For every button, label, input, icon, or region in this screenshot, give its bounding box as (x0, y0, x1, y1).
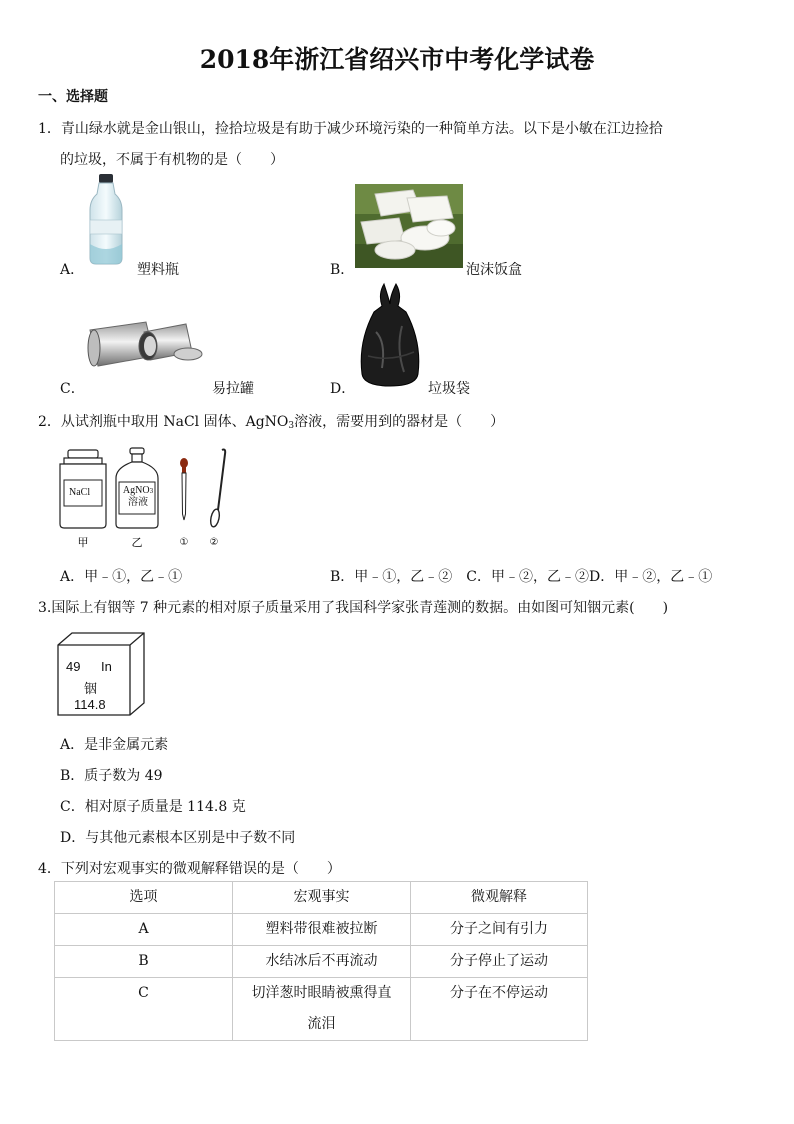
caption-yi: 乙 (131, 536, 143, 549)
element-mass: 114.8 (74, 697, 106, 712)
q2-option-a: A．甲﹣①，乙﹣① (60, 569, 183, 585)
q1-option-c-letter: C． (60, 381, 85, 397)
table-cell: 塑料带很难被拉断 (233, 914, 411, 946)
section-heading: 一、选择题 (38, 89, 108, 105)
q3-stem: 3.国际上有铟等 7 种元素的相对原子质量采用了我国科学家张青莲测的数据。由如图可知铟元素( ) (38, 600, 669, 616)
dropper-icon (180, 458, 188, 520)
q3-option-a: A．是非金属元素 (60, 737, 169, 753)
caption-2: ② (209, 537, 219, 548)
table-cell: 水结冰后不再流动 (233, 946, 411, 978)
table-cell: B (55, 946, 233, 978)
q1-option-c-label: 易拉罐 (212, 381, 254, 397)
page-title: 2018年浙江省绍兴市中考化学试卷 (199, 45, 595, 74)
table-cell: 分子停止了运动 (411, 946, 588, 978)
table-row (55, 946, 588, 978)
q1-stem-line2: 的垃圾，不属于有机物的是（ ） (60, 152, 284, 168)
table-header-cell: 选项 (55, 882, 233, 914)
caption-jia: 甲 (77, 536, 89, 549)
q3-option-d: D．与其他元素根本区别是中子数不同 (60, 830, 296, 846)
table-row (55, 914, 588, 946)
q1-option-d-letter: D． (330, 381, 356, 397)
table-cell: A (55, 914, 233, 946)
bottle2-label: AgNO3 溶液 (122, 485, 154, 508)
q2-stem: 2．从试剂瓶中取用 NaCl 固体、AgNO$_3$溶液，需要用到的器材是（ ） (38, 414, 505, 431)
q3-option-b: B．质子数为 49 (60, 768, 163, 784)
q1-option-b-letter: B． (330, 262, 355, 278)
element-name: 铟 (84, 682, 98, 697)
element-symbol: In (101, 659, 112, 674)
table-cell: 分子之间有引力 (411, 914, 588, 946)
element-number: 49 (66, 659, 81, 674)
table-cell: 切洋葱时眼睛被熏得直 流泪 (233, 978, 411, 1041)
bottle1-label: NaCl (69, 487, 91, 498)
table-cell: 分子在不停运动 (411, 978, 588, 1041)
q1-option-a-label: 塑料瓶 (137, 262, 179, 278)
q3-option-c: C．相对原子质量是 114.8 克 (60, 799, 246, 815)
table-cell: C (55, 978, 233, 1041)
q1-option-b-label: 泡沫饭盒 (466, 262, 522, 278)
q2-option-bcd: B．甲﹣①，乙﹣② C．甲﹣②，乙﹣②D．甲﹣②，乙﹣① (330, 569, 713, 585)
q4-stem: 4．下列对宏观事实的微观解释错误的是（ ） (38, 861, 341, 877)
q1-option-d-label: 垃圾袋 (428, 381, 470, 397)
q4-table (54, 881, 588, 1041)
q1-stem-line1: 1．青山绿水就是金山银山，捡拾垃圾是有助于减少环境污染的一种简单方法。以下是小敏在江边捡拾 (38, 121, 663, 137)
table-row (55, 978, 588, 1041)
plastic-bottle-icon (82, 172, 132, 268)
garbage-bag-icon (356, 282, 424, 390)
caption-1: ① (179, 537, 189, 548)
table-header-cell: 宏观事实 (233, 882, 411, 914)
cans-icon (84, 316, 206, 372)
table-header-row (55, 882, 588, 914)
medicine-spoon-icon (209, 450, 225, 528)
foam-lunch-box-icon (355, 184, 463, 268)
q1-option-a-letter: A． (60, 262, 85, 278)
table-header-cell: 微观解释 (411, 882, 588, 914)
